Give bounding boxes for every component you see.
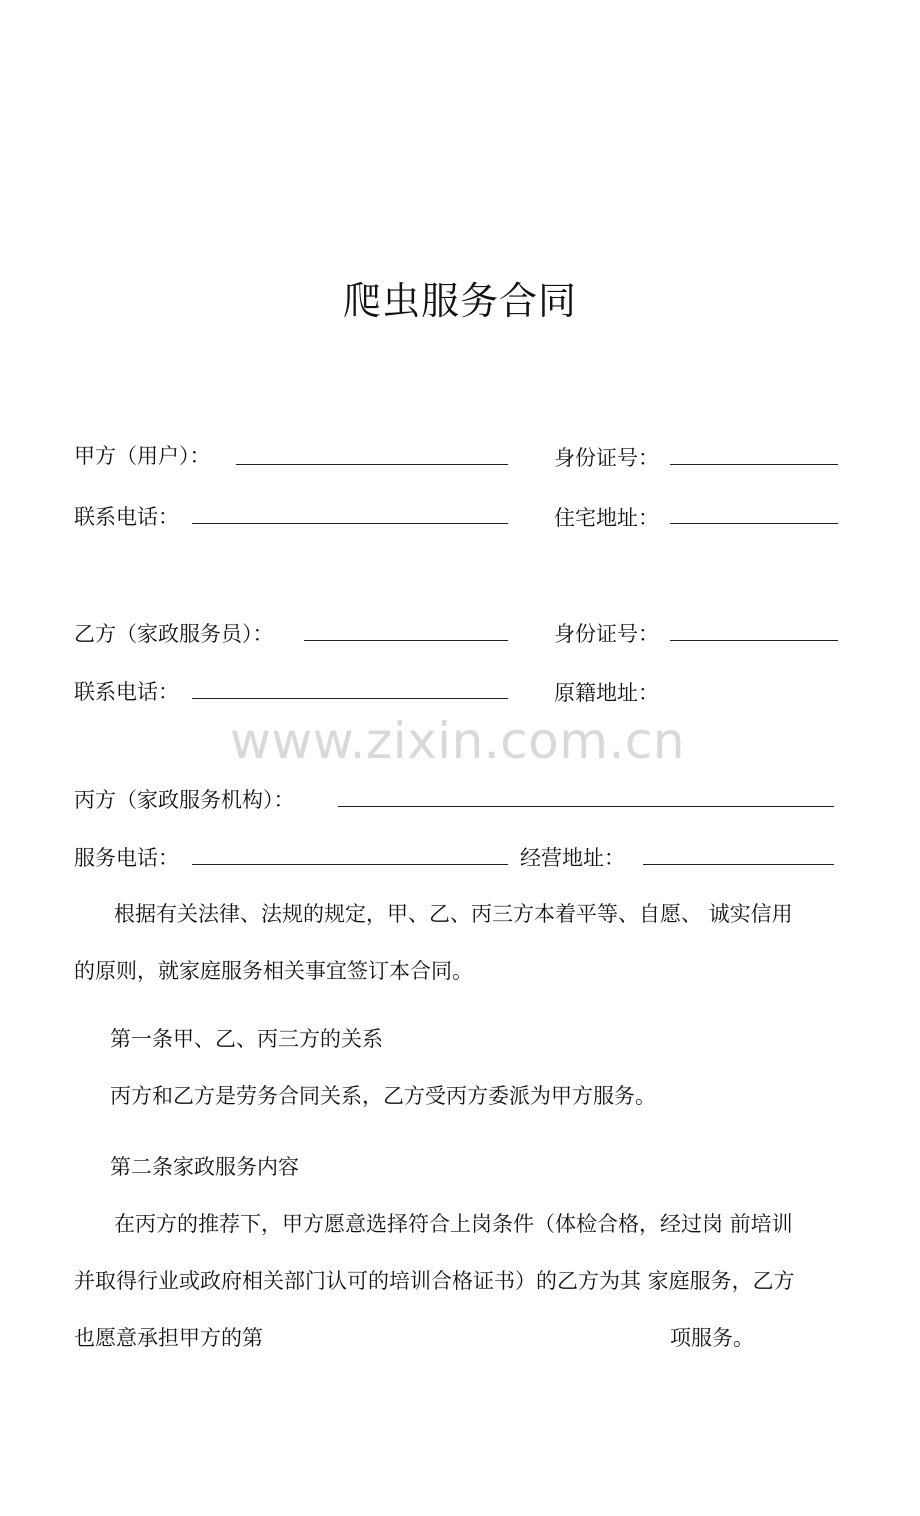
party-b-phone-label: 联系电话： — [74, 680, 179, 704]
party-a-name-field[interactable] — [236, 464, 508, 465]
party-c-phone-field[interactable] — [192, 864, 508, 865]
article-2-heading: 第二条家政服务内容 — [110, 1155, 299, 1179]
party-c-label: 丙方（家政服务机构）： — [74, 788, 295, 812]
party-a-id-field[interactable] — [670, 464, 838, 465]
party-a-address-label: 住宅地址： — [554, 506, 659, 530]
party-b-label: 乙方（家政服务员）： — [74, 622, 274, 646]
party-b-phone-field[interactable] — [192, 698, 508, 699]
party-a-phone-field[interactable] — [192, 523, 508, 524]
party-c-address-label: 经营地址： — [520, 846, 625, 870]
article-2-line-3-start: 也愿意承担甲方的第 — [74, 1326, 263, 1350]
party-b-name-field[interactable] — [304, 640, 508, 641]
party-a-phone-label: 联系电话： — [74, 505, 179, 529]
article-2-line-3-end: 项服务。 — [670, 1326, 754, 1350]
party-a-address-field[interactable] — [670, 523, 838, 524]
document-title: 爬虫服务合同 — [342, 279, 577, 323]
intro-line-1: 根据有关法律、法规的规定，甲、乙、丙三方本着平等、自愿、 诚实信用 — [114, 902, 793, 926]
party-a-label: 甲方（用户）： — [74, 444, 211, 468]
party-b-id-field[interactable] — [670, 640, 838, 641]
party-c-name-field[interactable] — [338, 806, 834, 807]
party-a-id-label: 身份证号： — [554, 446, 659, 470]
watermark: www.zixin.com.cn — [230, 712, 686, 770]
intro-line-2: 的原则，就家庭服务相关事宜签订本合同。 — [74, 959, 473, 983]
party-b-id-label: 身份证号： — [554, 622, 659, 646]
party-b-address-label: 原籍地址： — [554, 681, 659, 705]
party-c-phone-label: 服务电话： — [74, 846, 179, 870]
article-2-line-2: 并取得行业或政府相关部门认可的培训合格证书）的乙方为其 家庭服务，乙方 — [74, 1269, 795, 1293]
article-1-body: 丙方和乙方是劳务合同关系，乙方受丙方委派为甲方服务。 — [110, 1084, 656, 1108]
party-c-address-field[interactable] — [643, 864, 834, 865]
article-1-heading: 第一条甲、乙、丙三方的关系 — [110, 1027, 383, 1051]
article-2-line-1: 在丙方的推荐下，甲方愿意选择符合上岗条件（体检合格，经过岗 前培训 — [114, 1212, 793, 1236]
